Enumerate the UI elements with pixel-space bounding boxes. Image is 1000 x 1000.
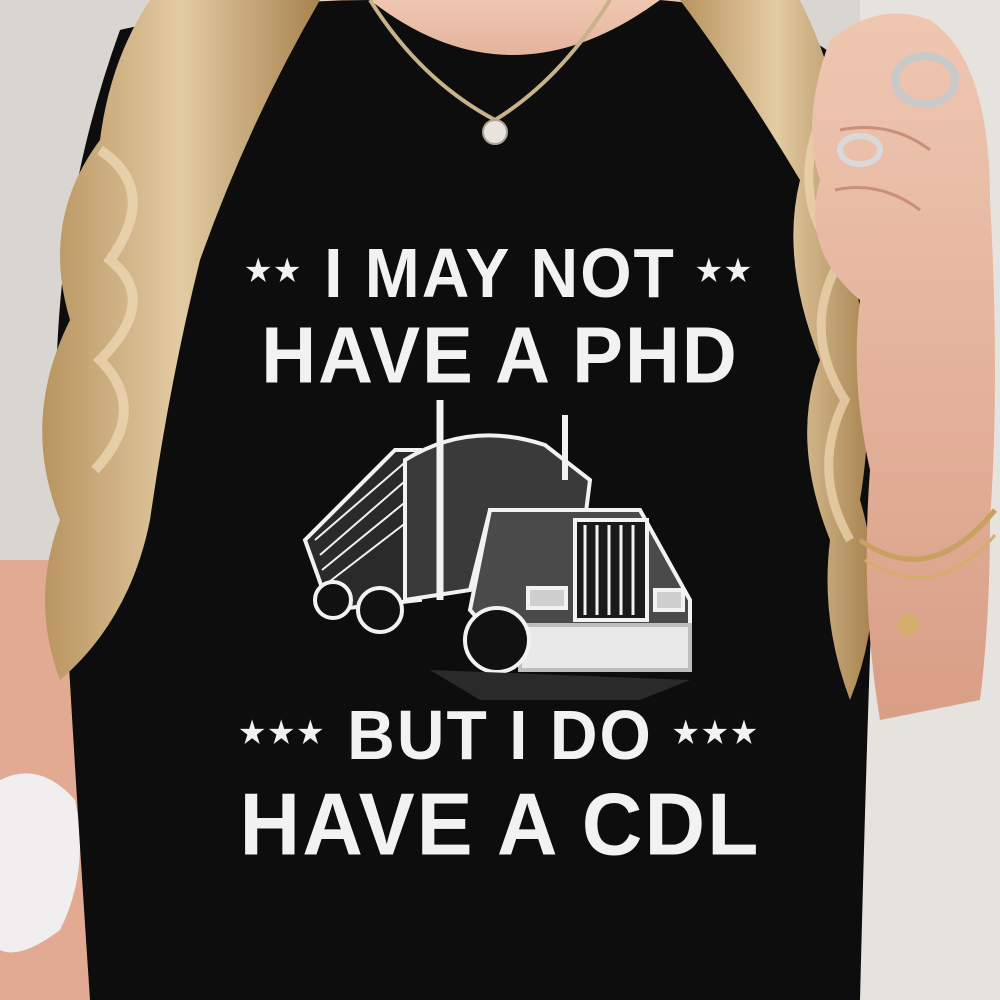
print-text: BUT I DO [347, 696, 653, 774]
necklace-pendant-icon [483, 120, 507, 144]
truck-wheel [358, 588, 402, 632]
print-text: HAVE A CDL [239, 774, 761, 874]
star-icon: ★★★ [673, 715, 761, 749]
star-icon: ★★★ [239, 715, 327, 749]
star-icon: ★★ [245, 253, 304, 287]
print-line-2 [0, 310, 1000, 401]
truck-headlight [528, 588, 566, 608]
print-line-4 [0, 774, 1000, 874]
print-line-1 [0, 234, 1000, 312]
bracelet-charm-icon [897, 614, 919, 636]
print-text: HAVE A PHD [261, 310, 739, 401]
print-text: I MAY NOT [324, 234, 676, 312]
print-line-3 [0, 696, 1000, 774]
star-icon: ★★ [696, 253, 755, 287]
truck-bumper [520, 625, 690, 670]
truck-wheel [465, 608, 529, 672]
truck-wheel [315, 582, 351, 618]
truck-headlight [655, 590, 683, 610]
